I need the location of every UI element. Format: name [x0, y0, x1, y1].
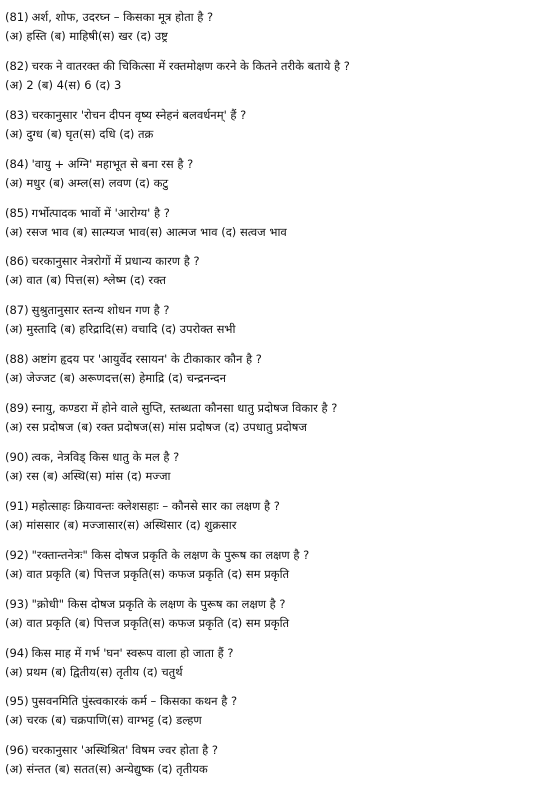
- question-item: [5, 301, 541, 350]
- question-text: [5, 350, 541, 369]
- question-number: (94): [5, 645, 29, 660]
- question-item: [5, 106, 541, 155]
- question-text: [5, 546, 541, 565]
- question-body: चरकानुसार 'रोचन दीपन वृष्य स्नेहनं बलवर्धनम्' हैं ?: [31, 107, 247, 122]
- question-number: (96): [5, 743, 29, 758]
- question-text: [5, 741, 541, 760]
- question-body: चरकानुसार 'अस्थिश्रित' विषम ज्वर होता है ?: [31, 743, 218, 758]
- question-options: (अ) रस (ब) अस्थि(स) मांस (द) मज्जा: [5, 469, 171, 484]
- question-options: (अ) संन्तत (ब) सतत(स) अन्येद्युष्क (द) तृतीयक: [5, 762, 208, 777]
- question-number: (82): [5, 58, 29, 73]
- question-item: [5, 252, 541, 301]
- question-options: (अ) जेज्जट (ब) अरूणदत्त(स) हेमाद्रि (द) चन्द्रनन्दन: [5, 371, 227, 386]
- question-number: (92): [5, 547, 29, 562]
- question-number: (83): [5, 107, 29, 122]
- question-options: (अ) मांससार (ब) मज्जासार(स) अस्थिसार (द) शुक्रसार: [5, 517, 237, 532]
- question-body: अर्श, शोफ, उदरघ्न – किसका मूत्र होता है ?: [31, 10, 214, 24]
- question-item: [5, 448, 541, 497]
- question-item: [5, 546, 541, 595]
- question-options: (अ) वात प्रकृति (ब) पित्तज प्रकृति(स) कफज प्रकृति (द) सम प्रकृति: [5, 615, 290, 630]
- question-text: [5, 301, 541, 320]
- question-body: चरक ने वातरक्त की चिकित्सा में रक्तमोक्षण करने के कितने तरीके बताये है ?: [31, 58, 350, 73]
- question-text: [5, 497, 541, 516]
- question-options: (अ) 2 (ब) 4(स) 6 (द) 3: [5, 77, 122, 92]
- question-item: [5, 644, 541, 693]
- question-number: (87): [5, 303, 29, 318]
- question-body: चरकानुसार नेत्ररोगों में प्रधान्य कारण है ?: [31, 254, 200, 269]
- question-options: (अ) वात (ब) पित्त(स) श्लेष्म (द) रक्त: [5, 273, 166, 288]
- question-item: [5, 155, 541, 204]
- question-item: [5, 497, 541, 546]
- question-text: [5, 399, 541, 418]
- question-number: (93): [5, 596, 29, 611]
- question-number: (81): [5, 10, 29, 24]
- question-body: त्वक, नेत्रविड् किस धातु के मल है ?: [31, 450, 180, 465]
- question-number: (88): [5, 352, 29, 367]
- question-options: (अ) रस प्रदोषज (ब) रक्त प्रदोषज(स) मांस प्रदोषज (द) उपधातु प्रदोषज: [5, 420, 307, 435]
- question-text: [5, 448, 541, 467]
- question-text: [5, 644, 541, 663]
- question-item: [5, 8, 541, 57]
- question-text: [5, 692, 541, 711]
- question-options: (अ) हस्ति (ब) माहिषी(स) खर (द) उष्ट्र: [5, 29, 168, 43]
- question-text: [5, 155, 541, 174]
- question-body: "रक्तान्तनेत्रः" किस दोषज प्रकृति के लक्षण के पुरूष का लक्षण है ?: [31, 547, 310, 562]
- question-options: (अ) रसज भाव (ब) सात्म्यज भाव(स) आत्मज भाव (द) सत्वज भाव: [5, 224, 287, 239]
- question-body: किस माह में गर्भ 'घन' स्वरूप वाला हो जाता हैं ?: [31, 645, 234, 660]
- question-item: [5, 692, 541, 741]
- question-text: [5, 8, 541, 27]
- question-options: (अ) दुग्ध (ब) घृत(स) दधि (द) तक्र: [5, 126, 154, 141]
- question-body: स्नायु, कण्डरा में होने वाले सुप्ति, स्तब्धता कौनसा धातु प्रदोषज विकार है ?: [31, 401, 338, 416]
- question-item: [5, 399, 541, 448]
- question-body: सुश्रुतानुसार स्तन्य शोधन गण है ?: [31, 303, 170, 318]
- question-body: पुसवनमिति पुंस्त्वकारकं कर्म – किसका कथन है ?: [31, 694, 238, 709]
- question-text: [5, 595, 541, 614]
- question-body: अष्टांग हृदय पर 'आयुर्वेद रसायन' के टीकाकार कौन है ?: [31, 352, 262, 367]
- question-text: [5, 252, 541, 271]
- question-number: (86): [5, 254, 29, 269]
- question-number: (89): [5, 401, 29, 416]
- question-item: [5, 350, 541, 399]
- question-item: [5, 204, 541, 253]
- question-text: [5, 204, 541, 223]
- question-item: [5, 57, 541, 106]
- question-number: (85): [5, 205, 29, 220]
- question-number: (90): [5, 450, 29, 465]
- question-number: (84): [5, 156, 29, 171]
- question-body: महोत्साहः क्रियावन्तः क्लेशसहाः – कौनसे सार का लक्षण है ?: [31, 498, 280, 513]
- question-item: [5, 595, 541, 644]
- question-item: [5, 741, 541, 790]
- question-options: (अ) मधुर (ब) अम्ल(स) लवण (द) कटु: [5, 175, 169, 190]
- question-text: [5, 57, 541, 76]
- question-text: [5, 106, 541, 125]
- question-body: गर्भोत्पादक भावों में 'आरोग्य' है ?: [31, 205, 170, 220]
- question-options: (अ) प्रथम (ब) द्वितीय(स) तृतीय (द) चतुर्थ: [5, 664, 183, 679]
- question-number: (91): [5, 498, 29, 513]
- question-body: 'वायु + अग्नि' महाभूत से बना रस है ?: [31, 156, 194, 171]
- question-number: (95): [5, 694, 29, 709]
- question-options: (अ) मुस्तादि (ब) हरिद्रादि(स) वचादि (द) उपरोक्त सभी: [5, 322, 236, 337]
- question-body: "क्रोधी" किस दोषज प्रकृति के लक्षण के पुरूष का लक्षण है ?: [31, 596, 286, 611]
- question-options: (अ) वात प्रकृति (ब) पित्तज प्रकृति(स) कफज प्रकृति (द) सम प्रकृति: [5, 566, 290, 581]
- question-options: (अ) चरक (ब) चक्रपाणि(स) वाग्भट्ट (द) डल्हण: [5, 713, 202, 728]
